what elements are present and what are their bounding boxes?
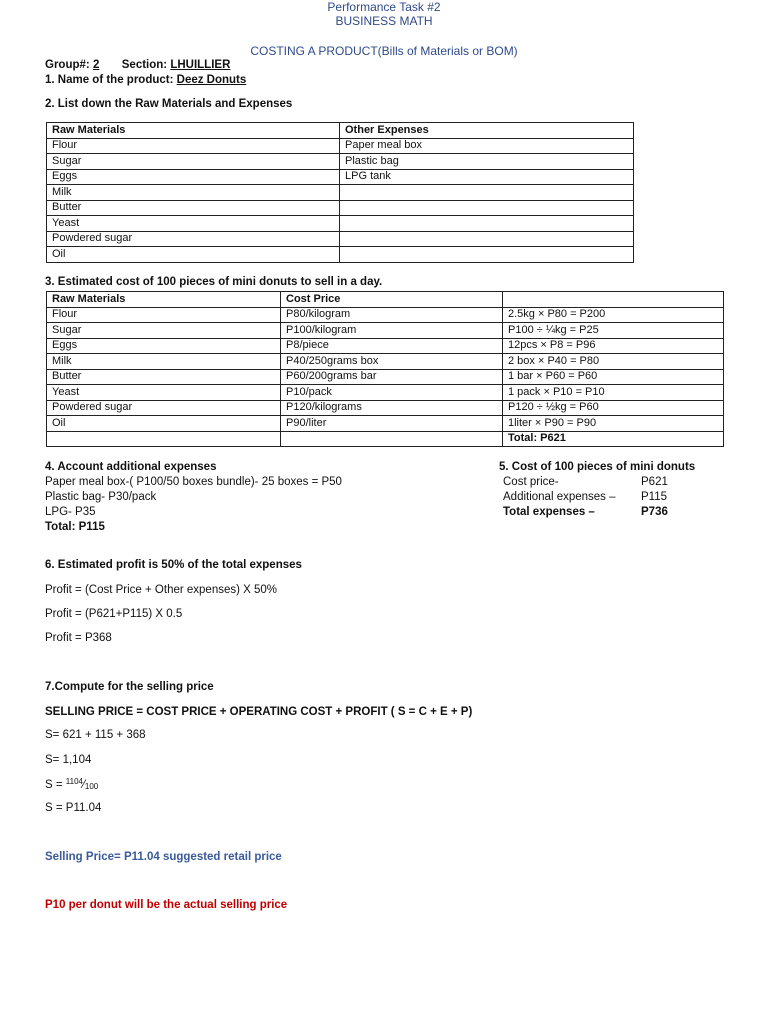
table-cell: Plastic bag xyxy=(340,154,634,170)
table-cell: P90/liter xyxy=(281,416,503,432)
table-cell: Sugar xyxy=(47,154,340,170)
table-header-row xyxy=(47,123,634,139)
section4-title: 4. Account additional expenses xyxy=(45,461,217,473)
group-label: Group#: xyxy=(45,59,90,71)
table-cell: P80/kilogram xyxy=(281,307,503,323)
table-cell: LPG tank xyxy=(340,169,634,185)
table-cell: Eggs xyxy=(47,338,281,354)
table-cell: P120 ÷ ½kg = P60 xyxy=(503,400,724,416)
additional-value: P115 xyxy=(641,491,668,503)
table-row xyxy=(47,416,724,432)
table-cell: P100 ÷ ¼kg = P25 xyxy=(503,323,724,339)
table-cell: 1 pack × P10 = P10 xyxy=(503,385,724,401)
table-row xyxy=(47,354,724,370)
table-cell: P40/250grams box xyxy=(281,354,503,370)
table-cell: 2 box × P40 = P80 xyxy=(503,354,724,370)
selling-price-result: S = P11.04 xyxy=(45,802,102,814)
expense-line: Paper meal box-( P100/50 boxes bundle)- 25 boxes = P50 xyxy=(45,476,342,488)
group-section-line xyxy=(45,59,230,73)
table-header-cell: Other Expenses xyxy=(340,123,634,139)
table-cell: P120/kilograms xyxy=(281,400,503,416)
section6-title: 6. Estimated profit is 50% of the total expenses xyxy=(45,559,302,571)
fraction-denominator: 100 xyxy=(84,782,99,791)
section-label: Section: xyxy=(121,59,168,71)
table-cell: 1liter × P90 = P90 xyxy=(503,416,724,432)
product-value: Deez Donuts xyxy=(176,74,247,86)
table-row xyxy=(47,185,634,201)
table-cell: Flour xyxy=(47,138,340,154)
table-header-cell: Raw Materials xyxy=(47,123,340,139)
table-cell xyxy=(47,431,281,447)
product-label: 1. Name of the product: xyxy=(45,74,174,86)
table-row xyxy=(47,138,634,154)
total-expenses-value: P736 xyxy=(641,506,668,518)
fraction-numerator: 1104 xyxy=(65,777,83,786)
header-subject: BUSINESS MATH xyxy=(335,14,433,28)
table-row xyxy=(47,247,634,263)
table-cell: P100/kilogram xyxy=(281,323,503,339)
section3-title: 3. Estimated cost of 100 pieces of mini donuts to sell in a day. xyxy=(45,276,383,288)
table-row xyxy=(47,369,724,385)
table-total-row xyxy=(47,431,724,447)
header-topic: COSTING A PRODUCT(Bills of Materials or BOM) xyxy=(250,44,518,58)
profit-substitution: Profit = (P621+P115) X 0.5 xyxy=(45,608,183,620)
selling-price-step2: S= 1,104 xyxy=(45,754,92,766)
table-cell xyxy=(340,231,634,247)
table-header-cell: Raw Materials xyxy=(47,292,281,308)
table-cell xyxy=(340,185,634,201)
table-cell: 1 bar × P60 = P60 xyxy=(503,369,724,385)
table-cell: P10/pack xyxy=(281,385,503,401)
raw-materials-table xyxy=(46,122,634,263)
selling-price-fraction: $S = ^{1104}⁄_{100}$ xyxy=(45,777,99,791)
table-cell xyxy=(340,200,634,216)
header-title: Performance Task #2 xyxy=(327,0,441,14)
product-line xyxy=(45,74,246,88)
table-cell: Milk xyxy=(47,185,340,201)
profit-formula: Profit = (Cost Price + Other expenses) X 50% xyxy=(45,584,278,596)
total-cell: Total: P621 xyxy=(503,431,724,447)
section-value: LHUILLIER xyxy=(170,59,231,71)
profit-result: Profit = P368 xyxy=(45,632,112,644)
table-cell: P8/piece xyxy=(281,338,503,354)
table-cell: Oil xyxy=(47,247,340,263)
table-row xyxy=(47,216,634,232)
table-cell xyxy=(281,431,503,447)
expense-total: Total: P115 xyxy=(45,521,105,533)
table-row xyxy=(47,385,724,401)
actual-price-note: P10 per donut will be the actual selling price xyxy=(45,899,288,911)
table-cell: Milk xyxy=(47,354,281,370)
table-cell: Paper meal box xyxy=(340,138,634,154)
table-row xyxy=(47,169,634,185)
expense-line: LPG- P35 xyxy=(45,506,96,518)
table-row xyxy=(47,400,724,416)
table-row xyxy=(47,231,634,247)
table-row xyxy=(47,200,634,216)
section7-title: 7.Compute for the selling price xyxy=(45,681,214,693)
table-cell: P60/200grams bar xyxy=(281,369,503,385)
table-cell: Yeast xyxy=(47,385,281,401)
table-row xyxy=(47,338,724,354)
table-cell: Powdered sugar xyxy=(47,400,281,416)
table-cell: 2.5kg × P80 = P200 xyxy=(503,307,724,323)
table-cell: Sugar xyxy=(47,323,281,339)
table-cell xyxy=(340,247,634,263)
cost-value: P621 xyxy=(641,476,668,488)
table-row xyxy=(47,323,724,339)
table-header-cell: Cost Price xyxy=(281,292,503,308)
table-cell: Powdered sugar xyxy=(47,231,340,247)
expense-line: Plastic bag- P30/pack xyxy=(45,491,157,503)
table-header-cell xyxy=(503,292,724,308)
additional-label: Additional expenses – xyxy=(503,491,616,503)
table-cell xyxy=(340,216,634,232)
section5-title: 5. Cost of 100 pieces of mini donuts xyxy=(499,461,696,473)
table-cell: 12pcs × P8 = P96 xyxy=(503,338,724,354)
total-expenses-label: Total expenses – xyxy=(503,506,595,518)
section2-title: 2. List down the Raw Materials and Expenses xyxy=(45,98,293,110)
table-header-row xyxy=(47,292,724,308)
table-cell: Eggs xyxy=(47,169,340,185)
table-row xyxy=(47,307,724,323)
selling-price-step1: S= 621 + 115 + 368 xyxy=(45,729,146,741)
selling-price-formula: SELLING PRICE = COST PRICE + OPERATING COST + PROFIT ( S = C + E + P) xyxy=(45,706,473,718)
cost-label: Cost price- xyxy=(503,476,559,488)
cost-table xyxy=(46,291,724,447)
selling-price-note: Selling Price= P11.04 suggested retail price xyxy=(45,851,282,863)
table-cell: Butter xyxy=(47,200,340,216)
table-row xyxy=(47,154,634,170)
fraction-prefix: S = xyxy=(45,779,66,791)
table-cell: Oil xyxy=(47,416,281,432)
group-value: 2 xyxy=(92,59,100,71)
table-cell: Butter xyxy=(47,369,281,385)
table-cell: Yeast xyxy=(47,216,340,232)
table-cell: Flour xyxy=(47,307,281,323)
